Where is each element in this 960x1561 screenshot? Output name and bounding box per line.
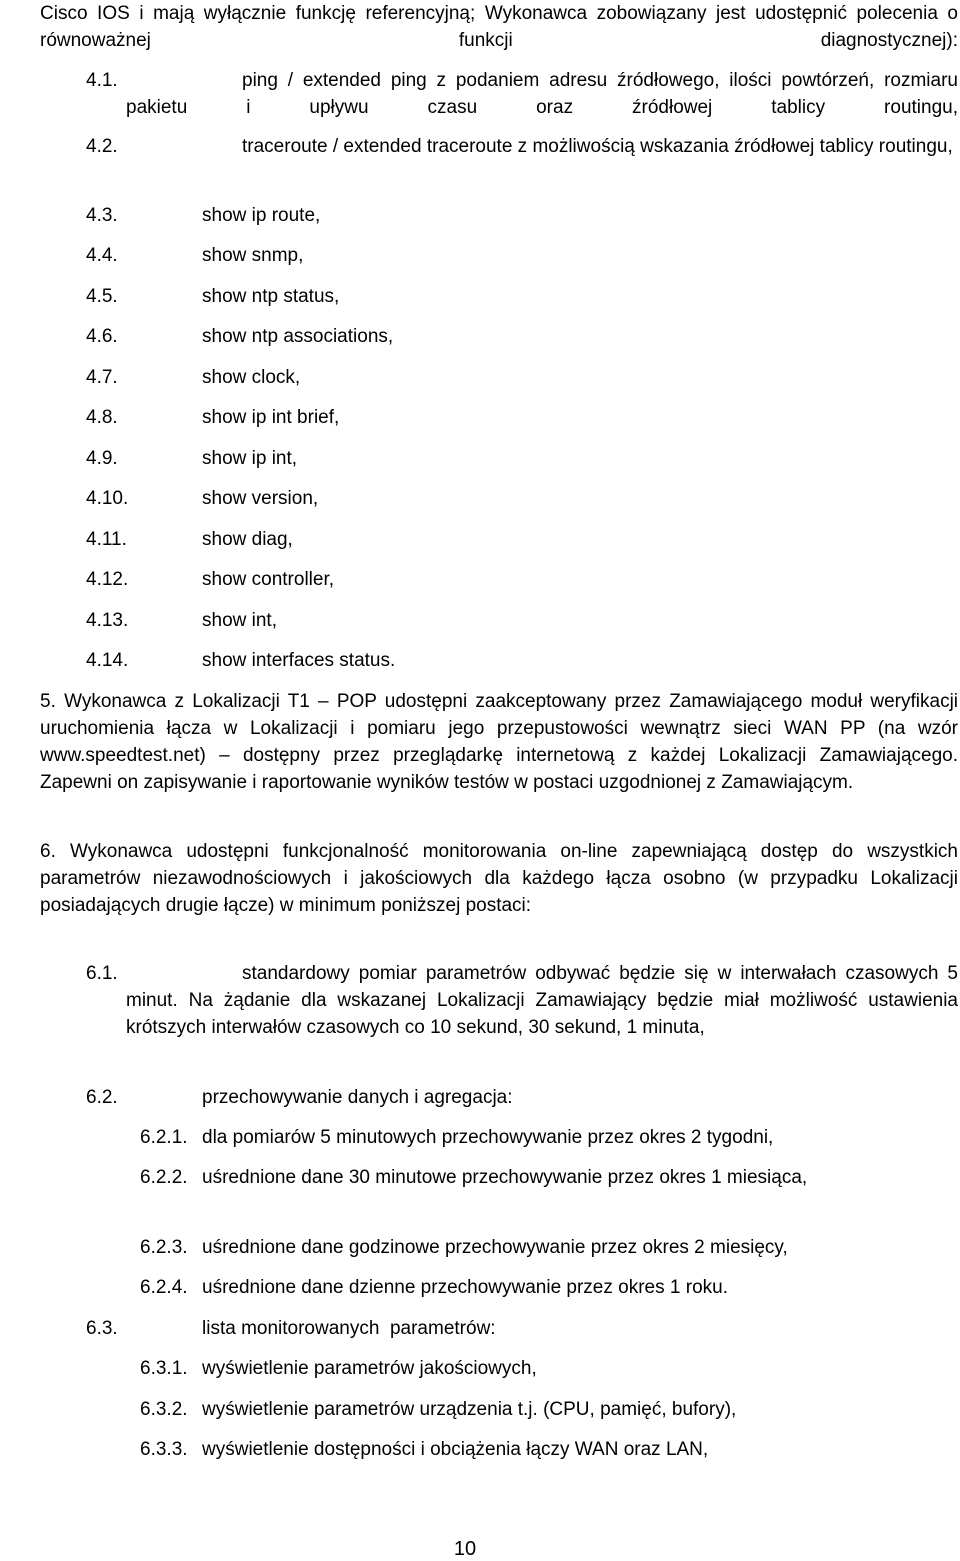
item-text: dla pomiarów 5 minutowych przechowywanie przez okres 2 tygodni, xyxy=(202,1127,774,1148)
paragraph-text: Wykonawca z Lokalizacji T1 – POP udostępni zaakceptowany przez Zamawiającego moduł weryfikacji uruchomienia łącza w Lokalizacji i pomiaru jego przepustowości wewnątrz sieci WAN PP (na wzór www.speedtest.net) – dostępny przez przeglądarkę internetową z każdej Lokalizacji Zamawiającego. Zapewni on zapisywanie i raportowanie wyników testów w postaci uzgodnionej z Zamawiającym. xyxy=(40,691,959,793)
list-item-4-4 xyxy=(86,242,958,269)
list-item-4-3 xyxy=(86,202,958,229)
item-number: 4.10. xyxy=(86,488,129,509)
item-text: show snmp, xyxy=(202,245,304,266)
list-item-6-2-2 xyxy=(86,1164,958,1191)
item-number: 4.6. xyxy=(86,326,118,347)
page-number: 10 xyxy=(453,1538,477,1560)
item-text: show clock, xyxy=(202,367,301,388)
item-number: 4.7. xyxy=(86,367,118,388)
item-number: 4.9. xyxy=(86,448,118,469)
list-item-6-2 xyxy=(86,1084,958,1111)
item-text: uśrednione dane 30 minutowe przechowywanie przez okres 1 miesiąca, xyxy=(202,1167,808,1188)
item-number: 4.8. xyxy=(86,407,118,428)
list-item-4-7 xyxy=(86,364,958,391)
item-text: wyświetlenie parametrów jakościowych, xyxy=(202,1358,537,1379)
item-number: 6.3. xyxy=(86,1318,118,1339)
list-item-4-5 xyxy=(86,283,958,310)
paragraph-text: Wykonawca udostępni funkcjonalność monitorowania on-line zapewniającą dostęp do wszystkich parametrów niezawodnościowych i jakościowych dla każdego łącza osobno (w przypadku Lokalizacji posiadających drugie łącze) w minimum poniższej postaci: xyxy=(40,841,958,916)
list-item-6-2-4 xyxy=(140,1274,728,1301)
item-text: show ntp status, xyxy=(202,286,340,307)
paragraph-6 xyxy=(40,838,958,919)
list-item-4-9 xyxy=(86,445,958,472)
item-number: 6.2.3. xyxy=(140,1237,188,1258)
item-text: show ip route, xyxy=(202,205,321,226)
paragraph-5 xyxy=(40,688,958,796)
list-item-6-1 xyxy=(86,960,958,1041)
item-number: 4.3. xyxy=(86,205,118,226)
paragraph-number: 6. xyxy=(40,841,56,862)
item-text: przechowywanie danych i agregacja: xyxy=(202,1087,513,1108)
item-text: wyświetlenie parametrów urządzenia t.j. (CPU, pamięć, bufory), xyxy=(202,1399,737,1420)
item-number: 4.2. xyxy=(86,136,118,157)
item-text: show interfaces status. xyxy=(202,650,396,671)
item-number: 6.2.4. xyxy=(140,1277,188,1298)
list-item-4-8 xyxy=(86,404,958,431)
intro-paragraph: Cisco IOS i mają wyłącznie funkcję referencyjną; Wykonawca zobowiązany jest udostępnić polecenia o równoważnej funkcji diagnostycznej): xyxy=(40,3,958,51)
item-text: ping / extended ping z podaniem adresu źródłowego, ilości powtórzeń, rozmiaru pakietu i upływu czasu oraz źródłowej tablicy routingu, xyxy=(126,70,958,118)
item-text: show diag, xyxy=(202,529,293,550)
item-text: show ip int, xyxy=(202,448,298,469)
item-number: 4.5. xyxy=(86,286,118,307)
list-item-4-6 xyxy=(86,323,958,350)
item-number: 6.1. xyxy=(86,963,118,984)
item-number: 6.3.1. xyxy=(140,1358,188,1379)
item-text: show ntp associations, xyxy=(202,326,394,347)
item-text: traceroute / extended traceroute z możliwością wskazania źródłowej tablicy routingu, xyxy=(242,136,953,157)
item-number: 6.2.1. xyxy=(140,1127,188,1148)
item-number: 4.1. xyxy=(86,70,118,91)
item-text: standardowy pomiar parametrów odbywać będzie się w interwałach czasowych 5 minut. Na żądanie dla wskazanej Lokalizacji Zamawiający będzie miał możliwość ustawienia krótszych interwałów czasowych co 10 sekund, 30 sekund, 1 minuta, xyxy=(126,963,958,1038)
item-text: wyświetlenie dostępności i obciążenia łączy WAN oraz LAN, xyxy=(202,1439,709,1460)
item-number: 6.3.3. xyxy=(140,1439,188,1460)
list-item-6-2-1 xyxy=(140,1124,773,1151)
list-item-4-1 xyxy=(86,67,958,121)
item-number: 4.14. xyxy=(86,650,129,671)
paragraph-number: 5. xyxy=(40,691,56,712)
list-item-4-13 xyxy=(86,607,958,634)
list-item-6-3 xyxy=(86,1315,958,1342)
item-number: 6.3.2. xyxy=(140,1399,188,1420)
list-item-4-10 xyxy=(86,485,958,512)
item-text: show int, xyxy=(202,610,277,631)
list-item-4-11 xyxy=(86,526,958,553)
item-text: show ip int brief, xyxy=(202,407,340,428)
item-text: lista monitorowanych parametrów: xyxy=(202,1318,496,1339)
item-text: uśrednione dane dzienne przechowywanie przez okres 1 roku. xyxy=(202,1277,728,1298)
list-item-6-3-1 xyxy=(140,1355,537,1382)
list-item-6-3-2 xyxy=(140,1396,736,1423)
item-number: 6.2.2. xyxy=(140,1167,188,1188)
list-item-6-3-3 xyxy=(140,1436,708,1463)
item-number: 4.11. xyxy=(86,529,127,550)
list-item-4-12 xyxy=(86,566,958,593)
item-text: uśrednione dane godzinowe przechowywanie przez okres 2 miesięcy, xyxy=(202,1237,788,1258)
list-item-6-2-3 xyxy=(140,1234,788,1261)
item-number: 6.2. xyxy=(86,1087,118,1108)
item-number: 4.13. xyxy=(86,610,129,631)
item-number: 4.12. xyxy=(86,569,129,590)
list-item-4-14 xyxy=(86,647,958,674)
item-text: show controller, xyxy=(202,569,335,590)
item-text: show version, xyxy=(202,488,319,509)
list-item-4-2 xyxy=(86,133,958,160)
item-number: 4.4. xyxy=(86,245,118,266)
